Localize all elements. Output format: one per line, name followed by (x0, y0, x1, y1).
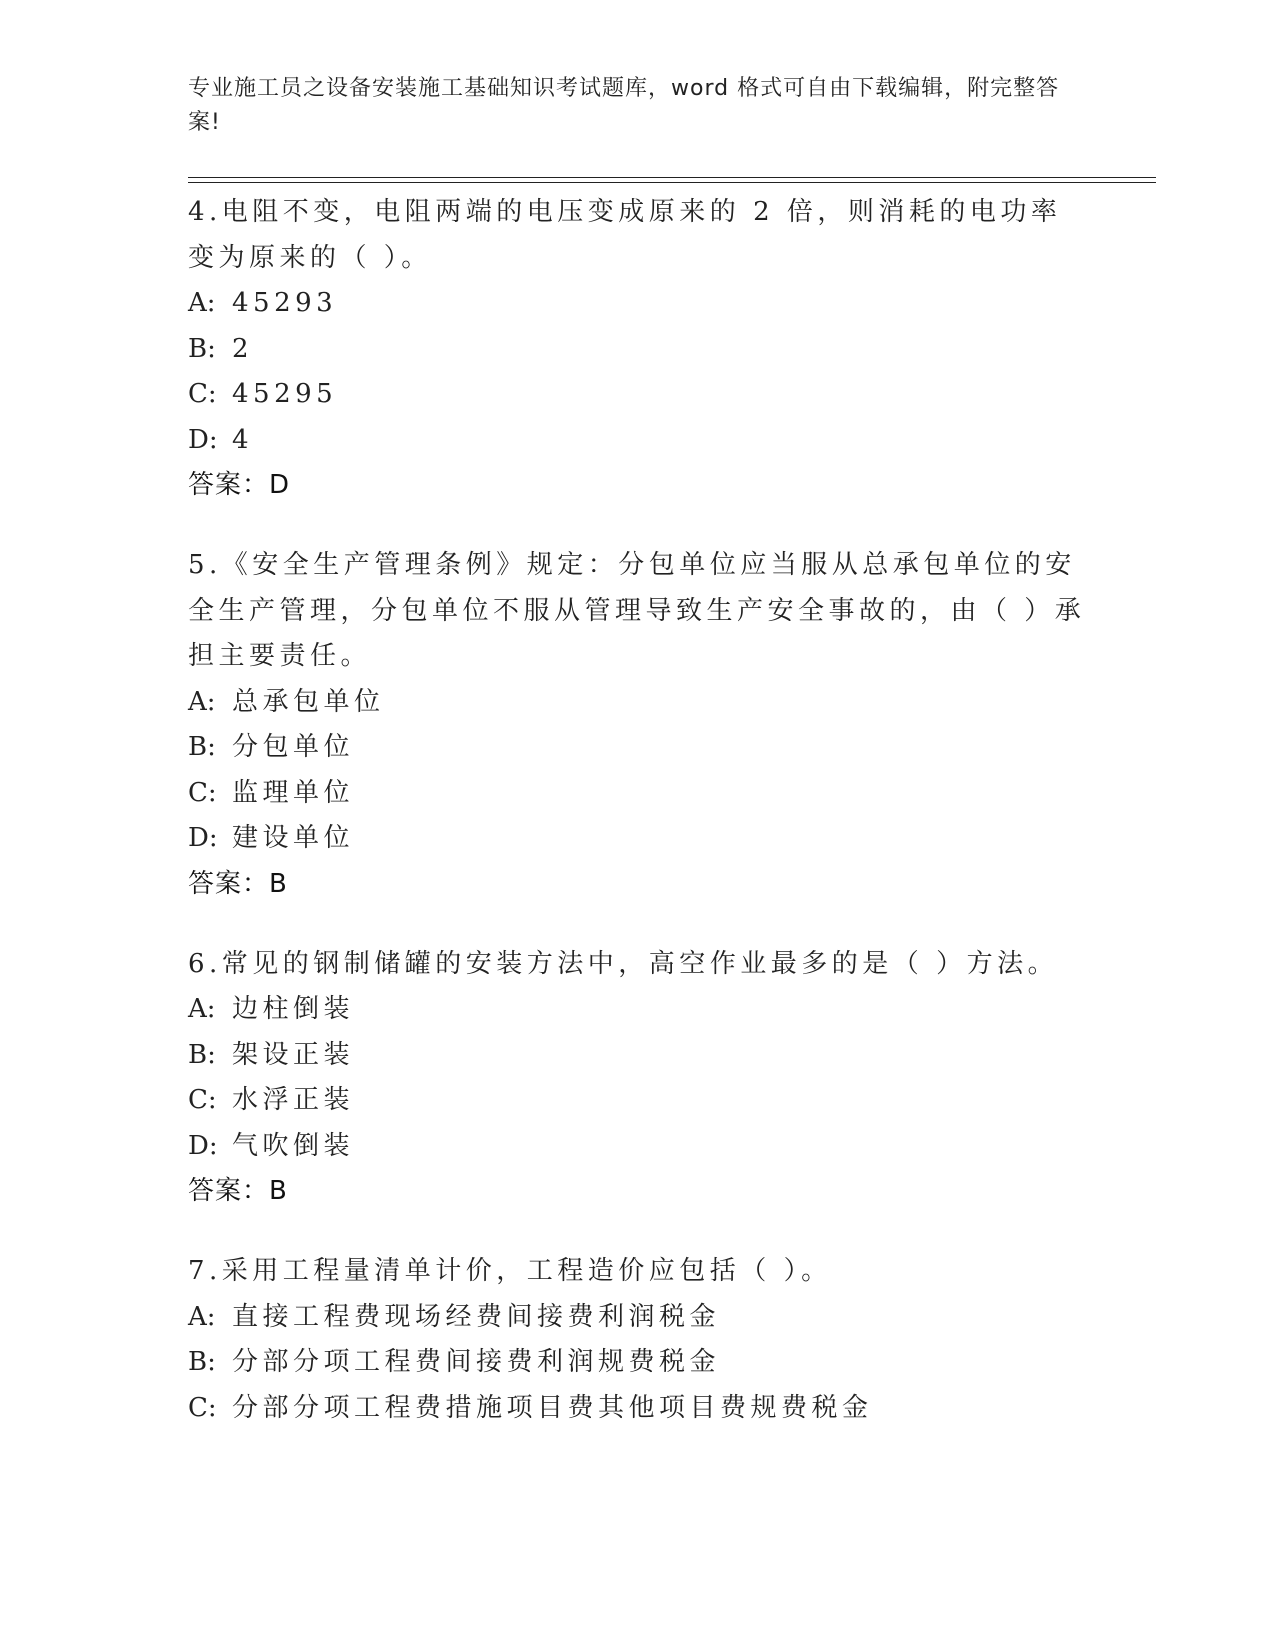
option-a (188, 1295, 1088, 1341)
option-key: B: (188, 333, 216, 364)
option-key: C: (188, 1085, 217, 1115)
question-6 (188, 942, 1088, 1214)
option-d (188, 816, 1088, 862)
question-7 (188, 1249, 1088, 1431)
option-text: 气吹倒装 (232, 1130, 355, 1161)
option-key: A: (188, 994, 216, 1024)
option-key: B: (188, 1347, 216, 1377)
option-text: 边柱倒装 (232, 994, 355, 1024)
question-5 (188, 543, 1088, 906)
option-text: 4 (232, 424, 254, 455)
option-key: D: (188, 1130, 218, 1161)
option-text: 直接工程费现场经费间接费利润税金 (232, 1301, 721, 1332)
option-key: B: (188, 732, 216, 762)
option-key: D: (188, 424, 218, 455)
option-text: 分部分项工程费措施项目费其他项目费规费税金 (232, 1392, 873, 1423)
header-divider-top (188, 177, 1156, 178)
option-d (188, 418, 1088, 464)
option-key: C: (188, 379, 217, 409)
option-c (188, 372, 1088, 418)
option-c (188, 771, 1088, 817)
option-b (188, 725, 1088, 771)
option-c (188, 1078, 1088, 1124)
option-d (188, 1124, 1088, 1170)
option-text: 建设单位 (232, 823, 355, 853)
option-text: 45293 (232, 288, 338, 318)
option-text: 45295 (232, 379, 338, 409)
question-list (188, 190, 1088, 1467)
answer-line: 答案：D (188, 470, 291, 500)
header-divider-bottom (188, 182, 1156, 183)
answer-line: 答案：B (188, 1176, 288, 1206)
option-text: 架设正装 (232, 1039, 355, 1070)
option-a (188, 987, 1088, 1033)
question-stem: 5.《安全生产管理条例》规定：分包单位应当服从总承包单位的安全生产管理，分包单位不服从管理导致生产安全事故的，由（ ）承担主要责任。 (188, 550, 1086, 671)
option-text: 2 (232, 333, 254, 364)
option-key: C: (188, 1392, 217, 1423)
option-key: B: (188, 1039, 216, 1070)
option-c (188, 1386, 1088, 1432)
option-a (188, 680, 1088, 726)
option-key: C: (188, 777, 217, 808)
page-header: 专业施工员之设备安装施工基础知识考试题库，word 格式可自由下载编辑，附完整答案! (188, 76, 1060, 135)
option-text: 水浮正装 (232, 1085, 355, 1115)
question-4 (188, 190, 1088, 507)
option-key: A: (188, 1301, 216, 1332)
option-text: 分部分项工程费间接费利润规费税金 (232, 1347, 721, 1377)
option-a (188, 281, 1088, 327)
option-text: 总承包单位 (232, 686, 385, 717)
option-key: A: (188, 288, 216, 318)
answer-line: 答案：B (188, 868, 288, 899)
option-b (188, 1340, 1088, 1386)
option-key: A: (188, 686, 216, 717)
question-stem: 4.电阻不变，电阻两端的电压变成原来的 2 倍，则消耗的电功率变为原来的（ ）。 (188, 197, 1062, 273)
option-text: 分包单位 (232, 732, 355, 762)
question-stem: 6.常见的钢制储罐的安装方法中，高空作业最多的是（ ）方法。 (188, 948, 1059, 979)
option-b (188, 1033, 1088, 1079)
question-stem: 7.采用工程量清单计价，工程造价应包括（ ）。 (188, 1256, 832, 1286)
option-text: 监理单位 (232, 777, 355, 808)
option-b (188, 327, 1088, 373)
option-key: D: (188, 823, 218, 853)
